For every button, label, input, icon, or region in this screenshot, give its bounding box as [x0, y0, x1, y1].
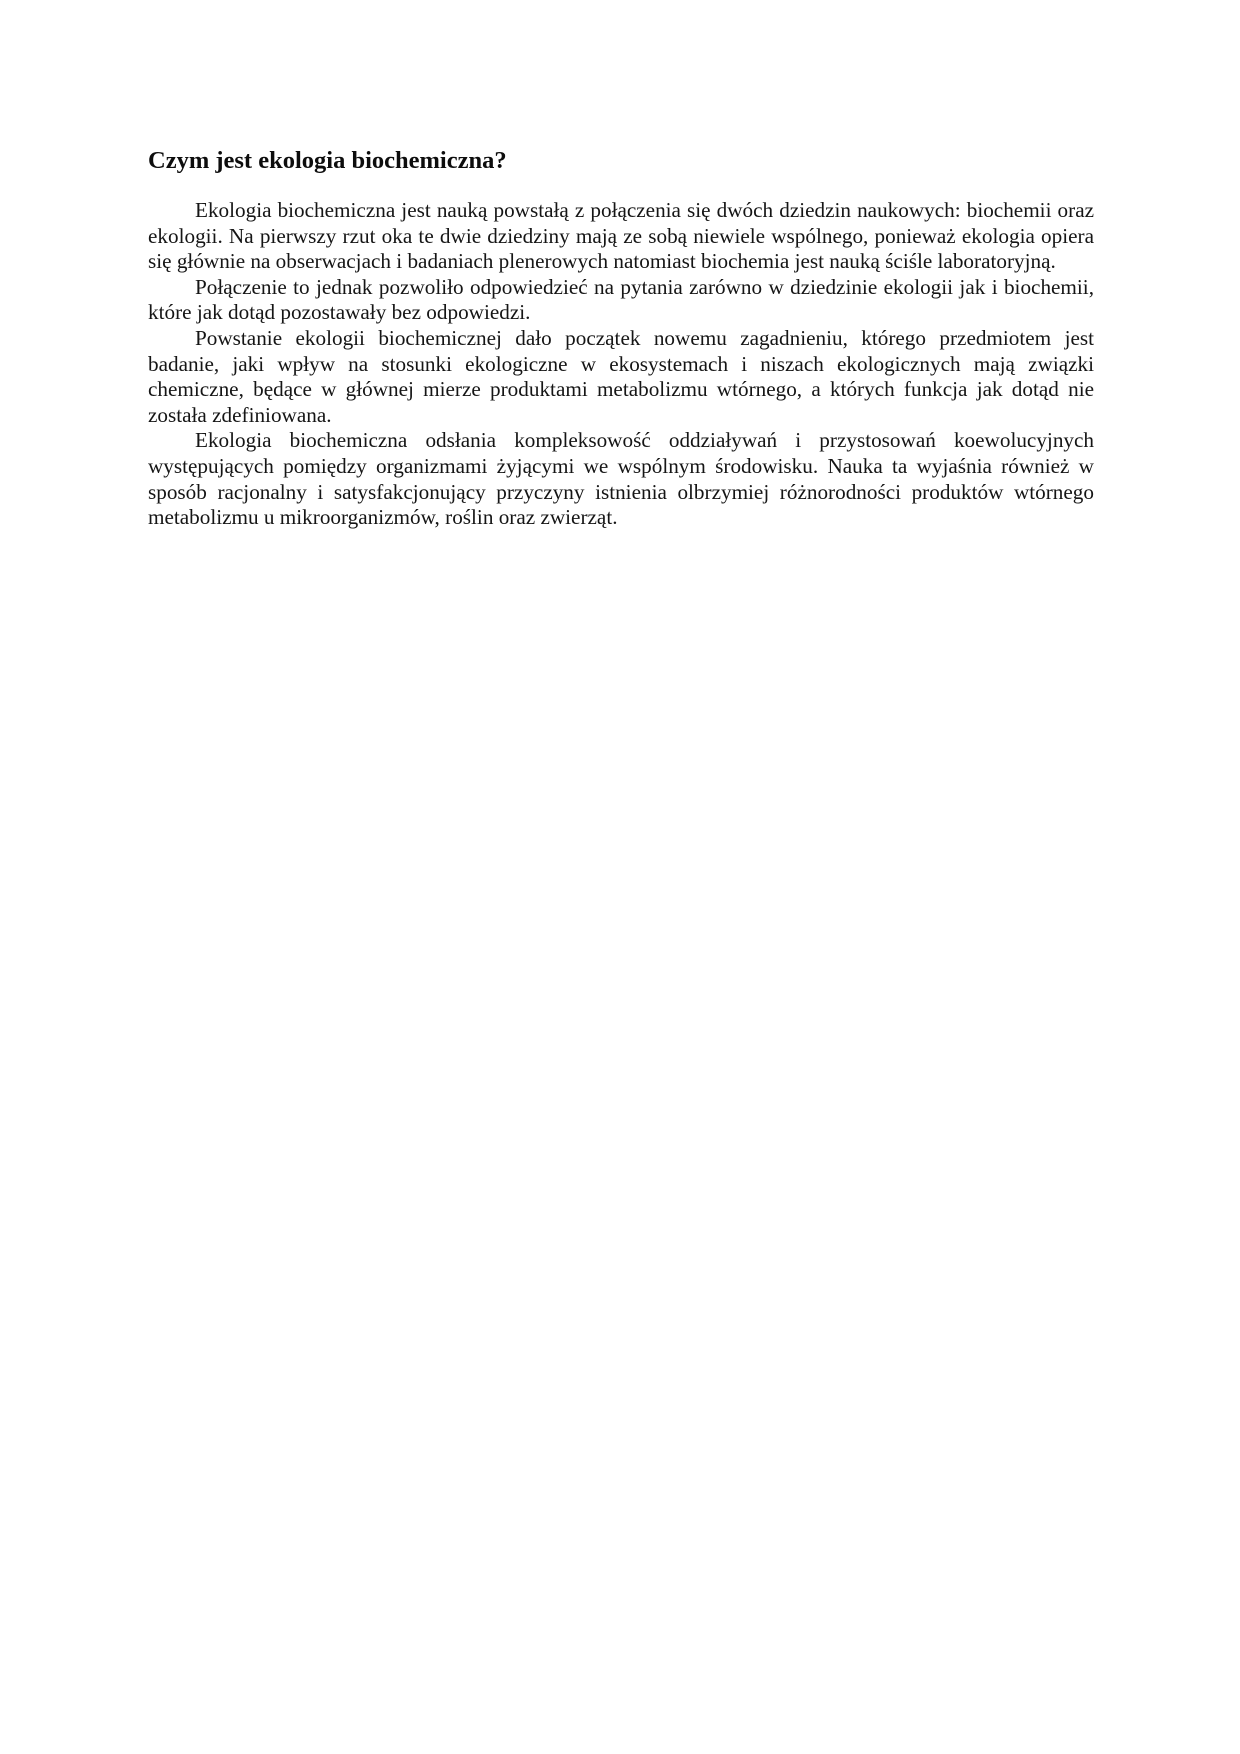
paragraph-intro: Ekologia biochemiczna jest nauką powstałą z połączenia się dwóch dziedzin naukowych: biochemii oraz ekologii. Na pierwszy rzut oka te dwie dziedziny mają ze sobą niewiele wspólnego, ponieważ ekologia opiera się głównie na obserwacjach i badaniach plenerowych natomiast biochemia jest nauką ściśle laboratoryjną. [148, 198, 1094, 274]
paragraph-connection: Połączenie to jednak pozwoliło odpowiedzieć na pytania zarówno w dziedzinie ekologii jak i biochemii, które jak dotąd pozostawały bez odpowiedzi. [148, 274, 1094, 325]
document-page [148, 146, 1094, 531]
paragraph-origin: Powstanie ekologii biochemicznej dało początek nowemu zagadnieniu, którego przedmiotem jest badanie, jaki wpływ na stosunki ekologiczne w ekosystemach i niszach ekologicznych mają związki chemiczne, będące w głównej mierze produktami metabolizmu wtórnego, a których funkcja jak dotąd nie została zdefiniowana. [148, 325, 1094, 427]
document-body [148, 198, 1094, 531]
document-title: Czym jest ekologia biochemiczna? [148, 147, 507, 174]
paragraph-coevolution: Ekologia biochemiczna odsłania kompleksowość oddziaływań i przystosowań koewolucyjnych występujących pomiędzy organizmami żyjącymi we wspólnym środowisku. Nauka ta wyjaśnia również w sposób racjonalny i satysfakcjonujący przyczyny istnienia olbrzymiej różnorodności produktów wtórnego metabolizmu u mikroorganizmów, roślin oraz zwierząt. [148, 428, 1094, 530]
